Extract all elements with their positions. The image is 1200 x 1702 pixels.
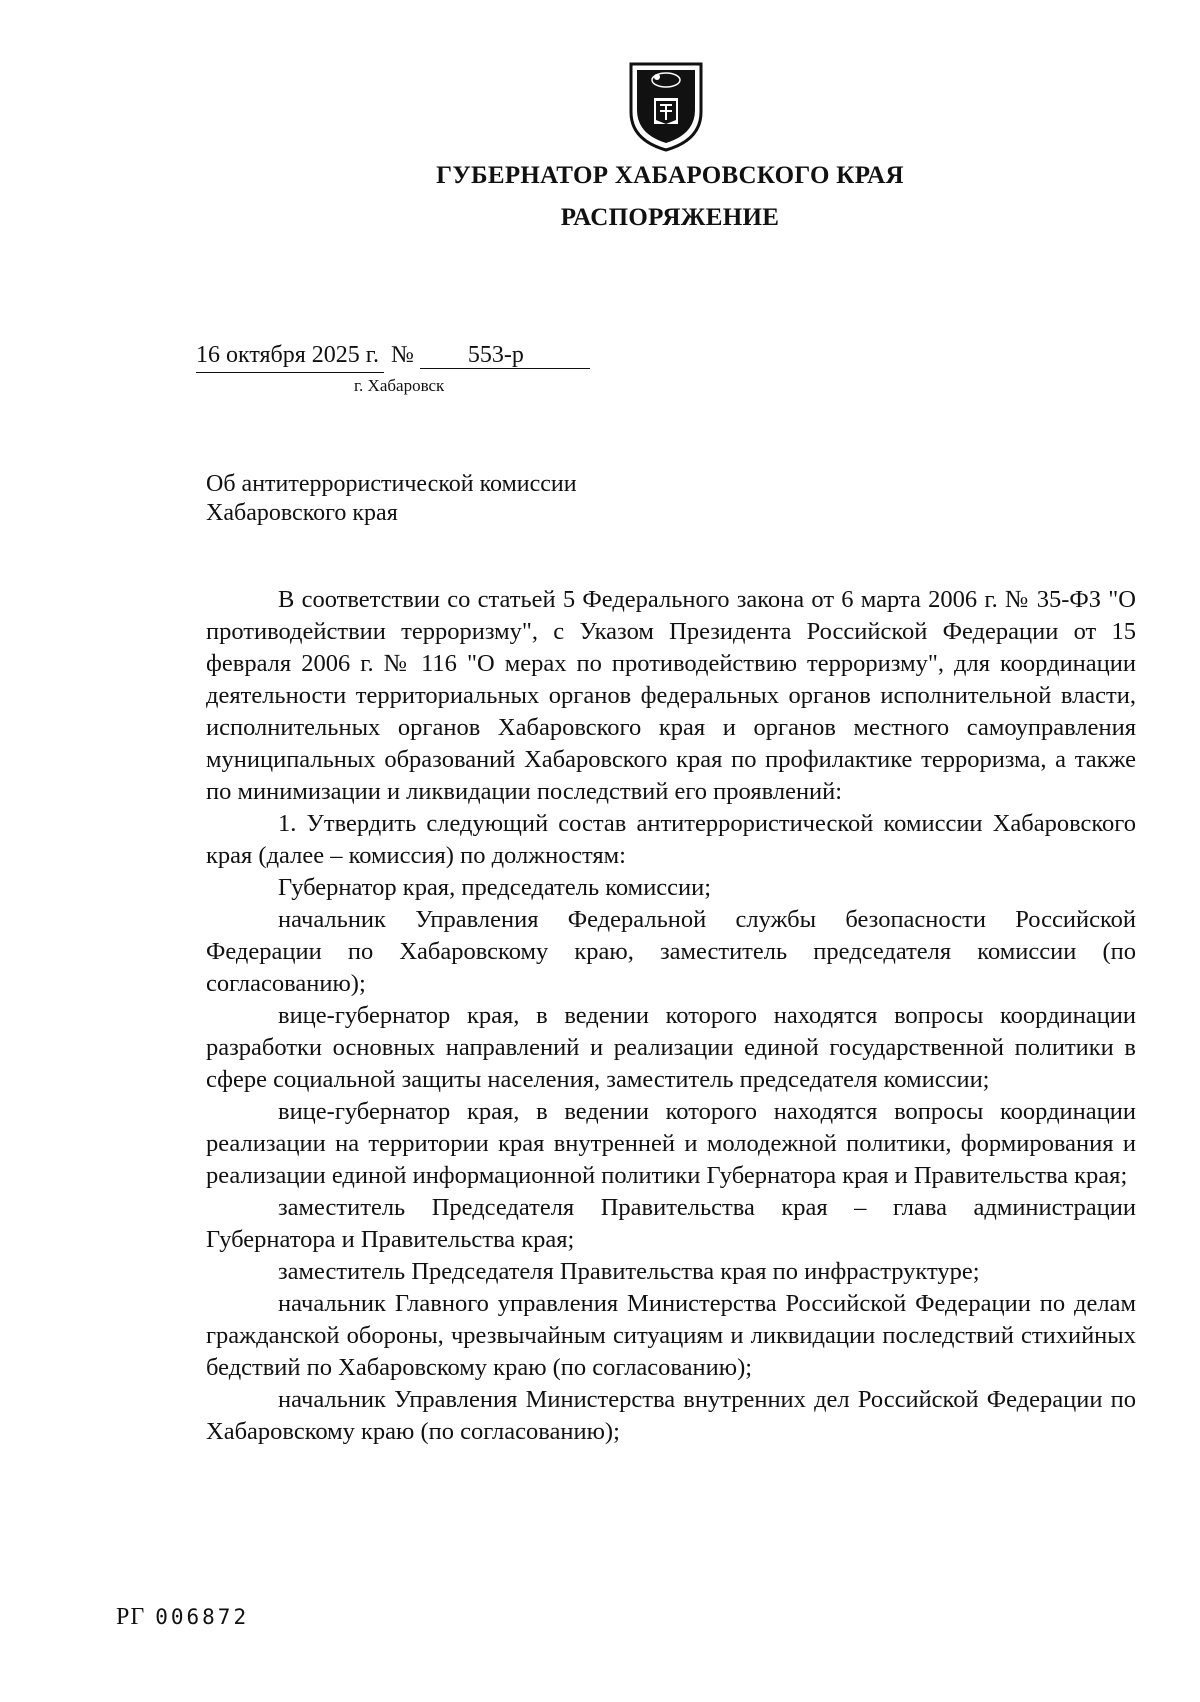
form-serial-number: 006872 [155, 1605, 250, 1629]
document-subject [206, 470, 577, 528]
subject-line: Об антитеррористической комиссии [206, 471, 577, 497]
member-entry: заместитель Председателя Правительства края по инфраструктуре; [278, 1258, 980, 1285]
form-series: РГ [116, 1604, 146, 1630]
form-serial-mark [116, 1604, 249, 1631]
member-entry: вице-губернатор края, в ведении которого находятся вопросы координации разработки основных направлений и реализации единой государственной политики в сфере социальной защиты населения, заместитель председателя комиссии; [206, 1002, 1136, 1093]
document-body [206, 584, 1136, 1448]
member-entry: начальник Главного управления Министерства Российской Федерации по делам гражданской обороны, чрезвычайным ситуациям и ликвидации последствий стихийных бедствий по Хабаровскому краю (по согласованию); [206, 1290, 1136, 1381]
clause-paragraph: 1. Утвердить следующий состав антитеррористической комиссии Хабаровского края (далее – комиссия) по должностям: [206, 810, 1136, 869]
date-underline [196, 372, 384, 373]
document-date: 16 октября 2025 г. [196, 342, 379, 368]
document-type: РАСПОРЯЖЕНИЕ [560, 204, 780, 231]
coat-of-arms-emblem [627, 60, 705, 152]
document-city: г. Хабаровск [354, 376, 445, 395]
issuing-authority: ГУБЕРНАТОР ХАБАРОВСКОГО КРАЯ [436, 162, 904, 189]
date-number-line [196, 342, 590, 369]
member-entry: заместитель Председателя Правительства края – глава администрации Губернатора и Правительства края; [206, 1194, 1136, 1253]
member-entry: вице-губернатор края, в ведении которого находятся вопросы координации реализации на территории края внутренней и молодежной политики, формирования и реализации единой информационной политики Губернатора края и Правительства края; [206, 1098, 1136, 1189]
number-label: № [390, 342, 414, 368]
preamble-paragraph: В соответствии со статьей 5 Федерального закона от 6 марта 2006 г. № 35-ФЗ "О противодействии терроризму", с Указом Президента Российской Федерации от 15 февраля 2006 г. № 116 "О мерах по противодействию терроризму", для координации деятельности территориальных органов федеральных органов исполнительной власти, исполнительных органов Хабаровского края и органов местного самоуправления муниципальных образований Хабаровского края по профилактике терроризма, а также по минимизации и ликвидации последствий его проявлений: [206, 586, 1136, 805]
member-entry: начальник Управления Федеральной службы безопасности Российской Федерации по Хабаровскому краю, заместитель председателя комиссии (по согласованию); [206, 906, 1136, 997]
member-entry: начальник Управления Министерства внутренних дел Российской Федерации по Хабаровскому краю (по согласованию); [206, 1386, 1136, 1445]
member-entry: Губернатор края, председатель комиссии; [278, 874, 712, 901]
subject-line: Хабаровского края [206, 500, 398, 526]
document-number: 553-р [420, 342, 590, 369]
